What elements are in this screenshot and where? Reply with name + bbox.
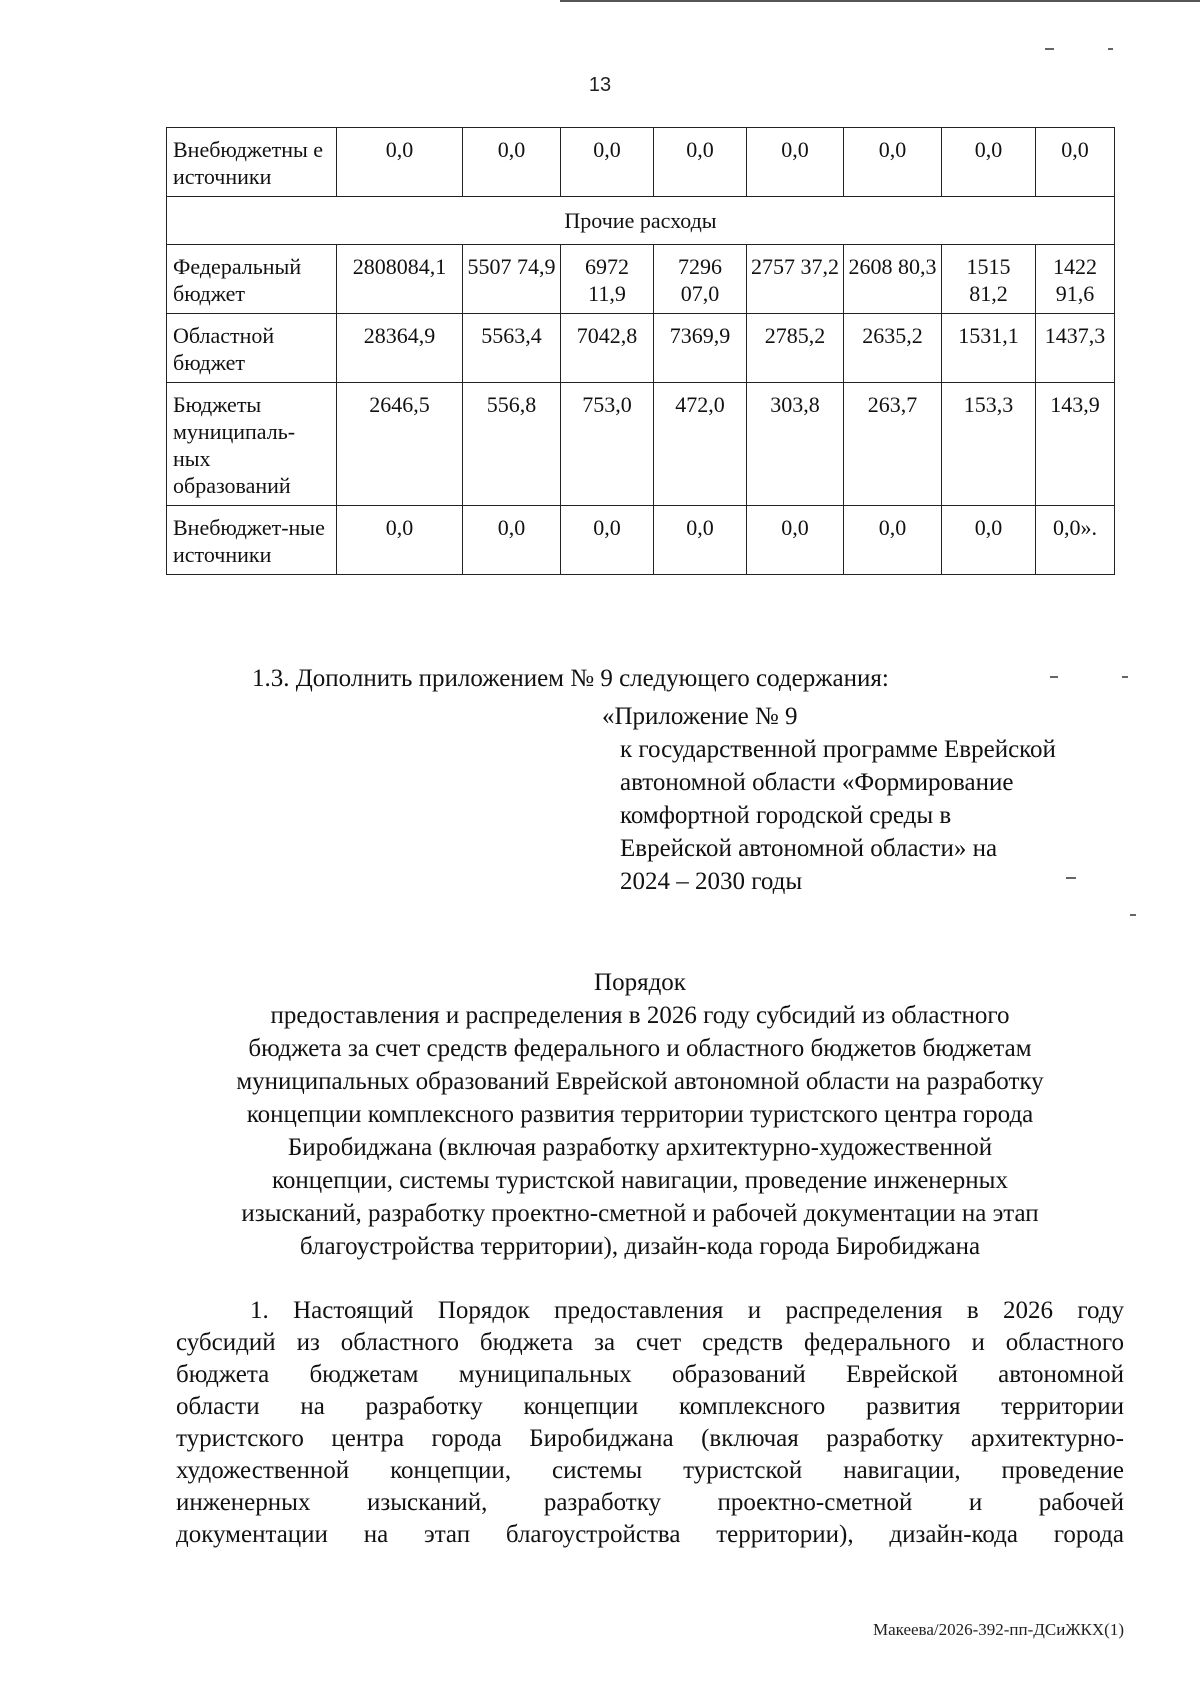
- budget-table: [166, 127, 1115, 575]
- table-cell: 0,0: [1036, 128, 1115, 197]
- table-cell: 753,0: [561, 383, 654, 506]
- table-cell: 0,0: [844, 506, 942, 575]
- row-label: Областной бюджет: [167, 314, 337, 383]
- paragraph-1: [176, 1295, 1124, 1551]
- table-cell: 0,0: [747, 506, 844, 575]
- order-title-line: концепции, системы туристской навигации, проведение инженерных: [272, 1167, 1008, 1194]
- table-section-row: [167, 197, 1115, 245]
- table-cell: 2808084,1: [337, 245, 463, 314]
- document-code: Макеева/2026-392-пп-ДСиЖКХ(1): [872, 1620, 1124, 1639]
- scan-speck: [1066, 877, 1076, 879]
- table-cell: 303,8: [747, 383, 844, 506]
- paragraph-line: области на разработку концепции комплексного развития территории: [176, 1393, 1124, 1420]
- table-cell: 0,0».: [1036, 506, 1115, 575]
- table-row: [167, 383, 1115, 506]
- table-cell: 5563,4: [463, 314, 561, 383]
- paragraph-line: бюджета бюджетам муниципальных образований Еврейской автономной: [176, 1361, 1124, 1388]
- table-cell: 263,7: [844, 383, 942, 506]
- page-number: 13: [588, 74, 612, 96]
- order-title-line: Порядок: [594, 969, 686, 996]
- table-cell: 0,0: [747, 128, 844, 197]
- table-cell: 0,0: [654, 128, 747, 197]
- table-cell: 7042,8: [561, 314, 654, 383]
- appendix-line: к государственной программе Еврейской: [620, 736, 1056, 763]
- table-cell: 153,3: [942, 383, 1036, 506]
- table-row: [167, 506, 1115, 575]
- row-label: Бюджеты муниципаль-ных образований: [167, 383, 337, 506]
- appendix-line: комфортной городской среды в: [620, 802, 952, 829]
- appendix-line: 2024 – 2030 годы: [620, 868, 803, 895]
- table-cell: 1531,1: [942, 314, 1036, 383]
- row-label: Внебюджет-ные источники: [167, 506, 337, 575]
- table-row: [167, 314, 1115, 383]
- table-cell: 28364,9: [337, 314, 463, 383]
- order-title-line: благоустройства территории), дизайн-кода города Биробиджана: [299, 1233, 981, 1260]
- appendix-line: «Приложение № 9: [602, 703, 798, 730]
- table-cell: 2646,5: [337, 383, 463, 506]
- table-cell: 7369,9: [654, 314, 747, 383]
- table-row: [167, 245, 1115, 314]
- budget-table-body: [167, 128, 1115, 575]
- table-cell: 0,0: [463, 506, 561, 575]
- table-cell: 5507 74,9: [463, 245, 561, 314]
- table-cell: 556,8: [463, 383, 561, 506]
- scan-speck: [1108, 48, 1113, 50]
- table-cell: 0,0: [561, 128, 654, 197]
- scan-top-edge: [560, 0, 1200, 2]
- table-cell: 0,0: [337, 506, 463, 575]
- table-cell: 472,0: [654, 383, 747, 506]
- paragraph-line: документации на этап благоустройства территории), дизайн-кода города: [176, 1521, 1124, 1548]
- paragraph-line: субсидий из областного бюджета за счет средств федерального и областного: [176, 1329, 1124, 1356]
- order-title-line: изысканий, разработку проектно-сметной и рабочей документации на этап: [241, 1200, 1039, 1227]
- table-cell: 0,0: [942, 128, 1036, 197]
- paragraph-line: туристского центра города Биробиджана (включая разработку архитектурно-: [176, 1425, 1124, 1452]
- table-cell: 7296 07,0: [654, 245, 747, 314]
- order-title-line: муниципальных образований Еврейской автономной области на разработку: [236, 1068, 1044, 1095]
- table-cell: 1515 81,2: [942, 245, 1036, 314]
- scan-speck: [1050, 676, 1058, 678]
- table-cell: 0,0: [654, 506, 747, 575]
- table-cell: 1422 91,6: [1036, 245, 1115, 314]
- row-label: Внебюджетны е источники: [167, 128, 337, 197]
- table-cell: 2608 80,3: [844, 245, 942, 314]
- table-cell: 1437,3: [1036, 314, 1115, 383]
- order-title-line: предоставления и распределения в 2026 году субсидий из областного: [270, 1002, 1010, 1029]
- table-cell: 0,0: [463, 128, 561, 197]
- table-cell: 0,0: [942, 506, 1036, 575]
- row-label: Федеральный бюджет: [167, 245, 337, 314]
- order-title-line: Биробиджана (включая разработку архитектурно-художественной: [287, 1134, 993, 1161]
- appendix-line: автономной области «Формирование: [620, 769, 1014, 796]
- order-title: [166, 966, 1114, 1263]
- table-section-title: Прочие расходы: [167, 197, 1115, 245]
- appendix-line: Еврейской автономной области» на: [620, 835, 998, 862]
- scan-speck: [1130, 914, 1136, 916]
- clause-1-3: 1.3. Дополнить приложением № 9 следующего содержания:: [252, 665, 889, 692]
- table-cell: 2635,2: [844, 314, 942, 383]
- order-title-line: концепции комплексного развития территории туристского центра города: [246, 1101, 1034, 1128]
- table-cell: 0,0: [561, 506, 654, 575]
- table-cell: 143,9: [1036, 383, 1115, 506]
- scan-speck: [1045, 48, 1054, 50]
- table-cell: 2785,2: [747, 314, 844, 383]
- table-cell: 0,0: [844, 128, 942, 197]
- order-title-line: бюджета за счет средств федерального и областного бюджетов бюджетам: [248, 1035, 1032, 1062]
- paragraph-line: художественной концепции, системы туристской навигации, проведение: [176, 1457, 1124, 1484]
- paragraph-line: инженерных изысканий, разработку проектно-сметной и рабочей: [176, 1489, 1124, 1516]
- table-row: [167, 128, 1115, 197]
- appendix-header: [602, 700, 1056, 898]
- table-cell: 6972 11,9: [561, 245, 654, 314]
- table-cell: 0,0: [337, 128, 463, 197]
- table-cell: 2757 37,2: [747, 245, 844, 314]
- paragraph-line: 1. Настоящий Порядок предоставления и распределения в 2026 году: [250, 1297, 1124, 1324]
- scan-speck: [1122, 676, 1128, 678]
